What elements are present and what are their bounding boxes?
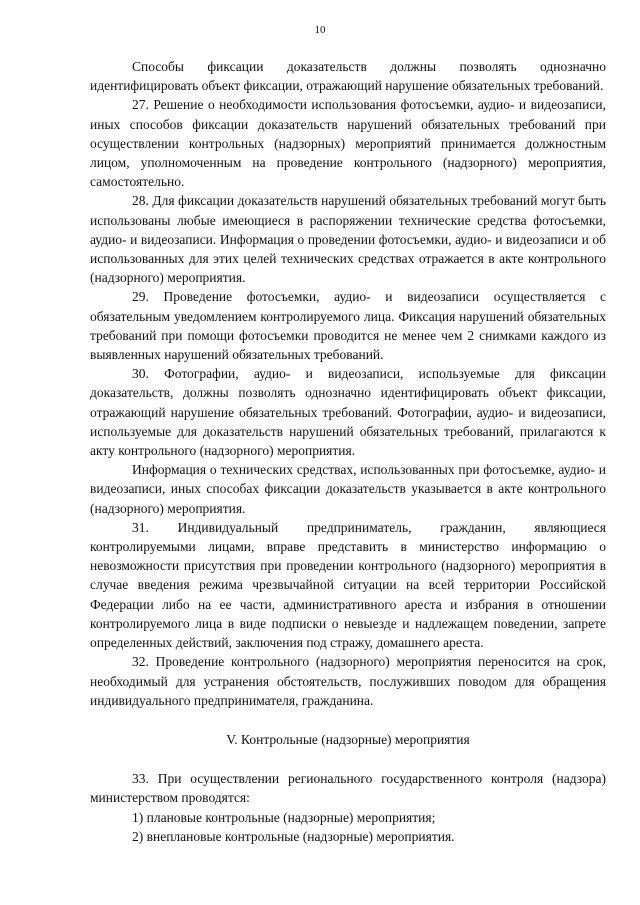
list-item-planned: 1) плановые контрольные (надзорные) мероприятия; — [132, 809, 436, 825]
paragraph-31: 31. Индивидуальный предприниматель, гражданин, являющиеся контролируемыми лицами, вправе представить в министерство информацию о невозможности присутствия при проведении контрольного (надзорного) мероприятия в случае введения режима чрезвычайной ситуации на всей территории Российской Федерации либо на ее части, административного ареста и избрания в отношении контролируемого лица в виде подписки о невыезде и надлежащем поведении, запрете определенных действий, заключения под стражу, домашнего ареста. — [90, 519, 606, 651]
paragraph-technical-means-info: Информация о технических средствах, использованных при фотосъемке, аудио- и видеозаписи, иных способах фиксации доказательств указывается в акте контрольного (надзорного) мероприятия. — [90, 462, 606, 516]
paragraph-fixation-methods: Способы фиксации доказательств должны позволять однозначно идентифицировать объект фиксации, отражающий нарушение обязательных требований. — [90, 59, 606, 94]
paragraph-30: 30. Фотографии, аудио- и видеозаписи, используемые для фиксации доказательств, должны позволять однозначно идентифицировать объект фиксации, отражающий нарушение обязательных требований. Фотографии, аудио- и видеозаписи, используемые для доказательств нарушений обязательных требований, прилагаются к акту контрольного (надзорного) мероприятия. — [90, 366, 606, 459]
paragraph-29: 29. Проведение фотосъемки, аудио- и видеозаписи осуществляется с обязательным уведомлением контролируемого лица. Фиксация нарушений обязательных требований при помощи фотосъемки проводится не менее чем 2 снимками каждого из выявленных нарушений обязательных требований. — [90, 289, 606, 363]
paragraph-28: 28. Для фиксации доказательств нарушений обязательных требований могут быть использованы любые имеющиеся в распоряжении технические средства фотосъемки, аудио- и видеозаписи. Информация о проведении фотосъемки, аудио- и видеозаписи и об использованных для этих целей технических средствах отражается в акте контрольного (надзорного) мероприятия. — [90, 193, 606, 286]
document-body — [90, 57, 606, 846]
paragraph-32: 32. Проведение контрольного (надзорного) мероприятия переносится на срок, необходимый для устранения обстоятельств, послуживших поводом для обращения индивидуального предпринимателя, гражданина. — [90, 654, 606, 708]
list-item-unplanned: 2) внеплановые контрольные (надзорные) мероприятия. — [132, 828, 455, 844]
section-heading: V. Контрольные (надзорные) мероприятия — [226, 731, 470, 747]
paragraph-33: 33. При осуществлении регионального государственного контроля (надзора) министерством проводятся: — [90, 771, 606, 806]
page-number: 10 — [314, 24, 326, 36]
paragraph-27: 27. Решение о необходимости использования фотосъемки, аудио- и видеозаписи, иных способов фиксации доказательств нарушений обязательных требований при осуществлении контрольных (надзорных) мероприятий принимается должностным лицом, уполномоченным на проведение контрольного (надзорного) мероприятия, самостоятельно. — [90, 97, 606, 190]
